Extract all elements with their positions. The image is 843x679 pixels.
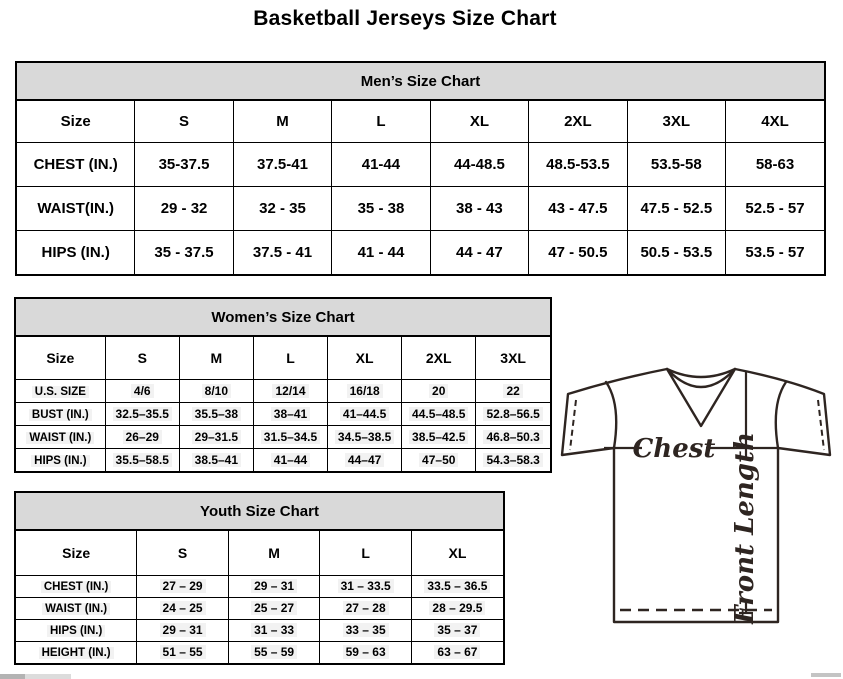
measurement-value-text: 29 – 31 bbox=[251, 579, 297, 593]
measurement-value-text: 41–44 bbox=[271, 453, 310, 467]
measurement-value bbox=[411, 575, 503, 597]
measurement-value bbox=[320, 641, 412, 663]
size-column-header-text: M bbox=[276, 112, 289, 130]
measurement-value bbox=[332, 186, 430, 230]
size-column-header-text: L bbox=[376, 112, 386, 130]
measurement-value-text: 24 – 25 bbox=[160, 601, 206, 615]
measurement-value bbox=[228, 641, 320, 663]
measurement-value-text: 58-63 bbox=[755, 155, 795, 173]
measurement-value-text: 35.5–58.5 bbox=[113, 453, 172, 467]
measurement-value bbox=[105, 379, 179, 402]
measurement-value bbox=[320, 575, 412, 597]
measurement-row-label-text: CHEST (IN.) bbox=[33, 155, 118, 173]
measurement-value-text: 29–31.5 bbox=[192, 430, 241, 444]
measurement-value bbox=[411, 619, 503, 641]
measurement-value bbox=[726, 186, 824, 230]
measurement-value bbox=[402, 425, 476, 448]
measurement-value bbox=[253, 379, 327, 402]
measurement-value bbox=[328, 402, 402, 425]
measurement-row bbox=[17, 142, 824, 186]
measurement-row-label bbox=[16, 379, 105, 402]
measurement-value-text: 53.5-58 bbox=[650, 155, 702, 173]
measurement-row bbox=[16, 619, 503, 641]
measurement-value-text: 44–47 bbox=[345, 453, 384, 467]
measurement-value-text: 44.5–48.5 bbox=[409, 407, 468, 421]
size-column-header bbox=[253, 337, 327, 379]
scrollbar-thumb-left[interactable] bbox=[0, 674, 25, 679]
measurement-value bbox=[529, 230, 627, 274]
size-column-header-text: 2XL bbox=[564, 112, 592, 130]
youth-chart-title: Youth Size Chart bbox=[16, 493, 503, 531]
measurement-value-text: 27 – 29 bbox=[160, 579, 206, 593]
size-column-header-text: L bbox=[286, 349, 295, 366]
measurement-value-text: 41 - 44 bbox=[357, 243, 405, 261]
measurement-row-label-text: CHEST (IN.) bbox=[41, 581, 112, 593]
size-column-header bbox=[135, 101, 233, 142]
jersey-measurement-diagram bbox=[556, 360, 838, 630]
measurement-value bbox=[476, 379, 550, 402]
measurement-row-label-text: HIPS (IN.) bbox=[41, 243, 110, 261]
size-corner-header-text: Size bbox=[60, 112, 91, 130]
measurement-row-label bbox=[16, 425, 105, 448]
measurement-value-text: 63 – 67 bbox=[434, 645, 480, 659]
measurement-value bbox=[476, 448, 550, 471]
measurement-value-text: 35 – 37 bbox=[434, 623, 480, 637]
size-column-header bbox=[332, 101, 430, 142]
measurement-value-text: 27 – 28 bbox=[343, 601, 389, 615]
measurement-value-text: 50.5 - 53.5 bbox=[640, 243, 713, 261]
measurement-value bbox=[135, 186, 233, 230]
size-column-header-text: M bbox=[210, 349, 223, 366]
size-column-header bbox=[179, 337, 253, 379]
measurement-row-label-text: U.S. SIZE bbox=[32, 386, 89, 398]
front-length-label: Front Length bbox=[730, 432, 760, 624]
measurement-row bbox=[16, 597, 503, 619]
measurement-value bbox=[320, 619, 412, 641]
measurement-value bbox=[402, 402, 476, 425]
measurement-value-text: 16/18 bbox=[347, 384, 383, 398]
measurement-value-text: 8/10 bbox=[202, 384, 231, 398]
measurement-value-text: 41-44 bbox=[361, 155, 401, 173]
measurement-value bbox=[253, 402, 327, 425]
measurement-value bbox=[228, 619, 320, 641]
womens-size-chart bbox=[14, 297, 552, 473]
size-column-header-text: M bbox=[268, 544, 280, 561]
size-column-header-text: S bbox=[137, 349, 147, 366]
mens-chart-title: Men’s Size Chart bbox=[17, 63, 824, 101]
measurement-value bbox=[137, 575, 229, 597]
size-column-header-text: XL bbox=[355, 349, 374, 366]
measurement-value-text: 29 - 32 bbox=[160, 199, 208, 217]
size-column-header bbox=[137, 531, 229, 575]
size-corner-header-text: Size bbox=[62, 544, 91, 561]
size-corner-header bbox=[16, 531, 137, 575]
measurement-value bbox=[402, 448, 476, 471]
size-column-header-text: 3XL bbox=[662, 112, 691, 130]
measurement-value-text: 33 – 35 bbox=[343, 623, 389, 637]
measurement-row-label-text: WAIST (IN.) bbox=[26, 432, 94, 444]
measurement-value bbox=[320, 597, 412, 619]
measurement-row bbox=[16, 402, 550, 425]
youth-size-chart bbox=[14, 491, 505, 665]
measurement-value-text: 47 - 50.5 bbox=[548, 243, 608, 261]
measurement-row bbox=[16, 641, 503, 663]
measurement-value-text: 47–50 bbox=[419, 453, 458, 467]
measurement-value-text: 44-48.5 bbox=[453, 155, 505, 173]
measurement-row-label-text: HIPS (IN.) bbox=[31, 455, 89, 467]
measurement-value bbox=[137, 597, 229, 619]
measurement-row bbox=[16, 425, 550, 448]
jersey-outline bbox=[562, 369, 830, 622]
measurement-value-text: 32.5–35.5 bbox=[113, 407, 172, 421]
measurement-row-label bbox=[17, 186, 135, 230]
measurement-value bbox=[476, 425, 550, 448]
measurement-value-text: 37.5 - 41 bbox=[252, 243, 313, 261]
measurement-value-text: 38.5–41 bbox=[192, 453, 241, 467]
measurement-row-label-text: HIPS (IN.) bbox=[47, 625, 105, 637]
measurement-value bbox=[228, 597, 320, 619]
measurement-value-text: 52.8–56.5 bbox=[483, 407, 542, 421]
size-column-header bbox=[627, 101, 725, 142]
measurement-value-text: 59 – 63 bbox=[343, 645, 389, 659]
measurement-row-label-text: HEIGHT (IN.) bbox=[39, 647, 114, 659]
measurement-row-label-text: WAIST(IN.) bbox=[37, 199, 114, 217]
measurement-row-label bbox=[16, 402, 105, 425]
measurement-value bbox=[105, 448, 179, 471]
measurement-value-text: 37.5-41 bbox=[257, 155, 308, 173]
youth-size-table bbox=[16, 531, 503, 663]
womens-chart-title: Women’s Size Chart bbox=[16, 299, 550, 337]
size-column-header bbox=[430, 101, 528, 142]
size-column-header-text: 3XL bbox=[500, 349, 526, 366]
size-column-header bbox=[105, 337, 179, 379]
measurement-value bbox=[627, 142, 725, 186]
measurement-value-text: 51 – 55 bbox=[160, 645, 206, 659]
measurement-value-text: 35.5–38 bbox=[192, 407, 241, 421]
measurement-value bbox=[179, 402, 253, 425]
measurement-value bbox=[332, 230, 430, 274]
measurement-row bbox=[17, 230, 824, 274]
chest-label: Chest bbox=[632, 434, 716, 464]
measurement-value bbox=[233, 230, 331, 274]
measurement-value bbox=[726, 142, 824, 186]
measurement-value-text: 43 - 47.5 bbox=[548, 199, 608, 217]
measurement-value bbox=[627, 230, 725, 274]
scrollbar-thumb-right[interactable] bbox=[811, 673, 841, 677]
measurement-row bbox=[16, 575, 503, 597]
measurement-value bbox=[179, 379, 253, 402]
measurement-value-text: 35 - 37.5 bbox=[154, 243, 214, 261]
measurement-value bbox=[430, 186, 528, 230]
size-corner-header bbox=[17, 101, 135, 142]
measurement-value-text: 47.5 - 52.5 bbox=[640, 199, 713, 217]
measurement-value-text: 33.5 – 36.5 bbox=[424, 579, 490, 593]
measurement-value bbox=[233, 142, 331, 186]
size-column-header-text: S bbox=[177, 544, 188, 561]
womens-size-table bbox=[16, 337, 550, 471]
size-header-row bbox=[17, 101, 824, 142]
size-column-header-text: 2XL bbox=[425, 349, 452, 366]
measurement-row bbox=[17, 186, 824, 230]
measurement-value bbox=[135, 142, 233, 186]
measurement-value-text: 35-37.5 bbox=[158, 155, 210, 173]
measurement-value bbox=[328, 448, 402, 471]
measurement-value bbox=[529, 186, 627, 230]
measurement-value bbox=[402, 379, 476, 402]
measurement-value bbox=[430, 230, 528, 274]
measurement-value-text: 53.5 - 57 bbox=[745, 243, 805, 261]
measurement-value bbox=[328, 379, 402, 402]
size-column-header bbox=[411, 531, 503, 575]
size-header-row bbox=[16, 531, 503, 575]
measurement-value bbox=[105, 425, 179, 448]
size-column-header bbox=[233, 101, 331, 142]
measurement-row-label bbox=[16, 641, 137, 663]
size-column-header-text: L bbox=[361, 544, 370, 561]
size-column-header bbox=[529, 101, 627, 142]
measurement-value bbox=[253, 448, 327, 471]
measurement-value-text: 34.5–38.5 bbox=[335, 430, 394, 444]
measurement-row-label bbox=[16, 575, 137, 597]
measurement-value-text: 52.5 - 57 bbox=[745, 199, 805, 217]
measurement-row-label bbox=[16, 448, 105, 471]
measurement-value-text: 38 - 43 bbox=[456, 199, 503, 217]
measurement-value bbox=[179, 425, 253, 448]
measurement-value-text: 26–29 bbox=[123, 430, 162, 444]
measurement-value-text: 46.8–50.3 bbox=[483, 430, 542, 444]
size-column-header bbox=[726, 101, 824, 142]
measurement-value bbox=[430, 142, 528, 186]
measurement-value bbox=[332, 142, 430, 186]
measurement-value bbox=[726, 230, 824, 274]
measurement-value bbox=[476, 402, 550, 425]
measurement-value-text: 31 – 33.5 bbox=[338, 579, 394, 593]
measurement-value-text: 25 – 27 bbox=[251, 601, 297, 615]
measurement-value bbox=[137, 619, 229, 641]
size-column-header bbox=[320, 531, 412, 575]
measurement-value bbox=[328, 425, 402, 448]
measurement-value bbox=[411, 641, 503, 663]
measurement-value bbox=[233, 186, 331, 230]
measurement-value-text: 41–44.5 bbox=[340, 407, 389, 421]
measurement-row bbox=[16, 379, 550, 402]
size-column-header bbox=[228, 531, 320, 575]
size-column-header-text: 4XL bbox=[761, 112, 789, 130]
measurement-value bbox=[529, 142, 627, 186]
measurement-value-text: 29 – 31 bbox=[160, 623, 206, 637]
measurement-value-text: 22 bbox=[503, 384, 522, 398]
size-column-header bbox=[402, 337, 476, 379]
measurement-row-label bbox=[17, 230, 135, 274]
size-column-header bbox=[328, 337, 402, 379]
measurement-value bbox=[137, 641, 229, 663]
size-corner-header bbox=[16, 337, 105, 379]
size-corner-header-text: Size bbox=[46, 349, 75, 366]
measurement-value bbox=[135, 230, 233, 274]
measurement-value-text: 44 - 47 bbox=[456, 243, 503, 261]
measurement-value bbox=[179, 448, 253, 471]
measurement-value-text: 54.3–58.3 bbox=[483, 453, 542, 467]
measurement-row-label-text: BUST (IN.) bbox=[29, 409, 92, 421]
measurement-row-label-text: WAIST (IN.) bbox=[42, 603, 110, 615]
mens-size-table bbox=[17, 101, 824, 274]
measurement-value bbox=[253, 425, 327, 448]
size-column-header bbox=[476, 337, 550, 379]
measurement-value-text: 55 – 59 bbox=[251, 645, 297, 659]
size-column-header-text: S bbox=[179, 112, 190, 130]
measurement-row-label bbox=[16, 597, 137, 619]
measurement-row bbox=[16, 448, 550, 471]
measurement-value-text: 4/6 bbox=[131, 384, 154, 398]
measurement-value bbox=[105, 402, 179, 425]
measurement-row-label bbox=[16, 619, 137, 641]
size-column-header-text: XL bbox=[469, 112, 489, 130]
measurement-value-text: 28 – 29.5 bbox=[429, 601, 485, 615]
measurement-value bbox=[627, 186, 725, 230]
measurement-value-text: 31.5–34.5 bbox=[261, 430, 320, 444]
measurement-value-text: 12/14 bbox=[272, 384, 308, 398]
measurement-value-text: 31 – 33 bbox=[251, 623, 297, 637]
measurement-value-text: 35 - 38 bbox=[357, 199, 405, 217]
mens-size-chart bbox=[15, 61, 826, 276]
measurement-value-text: 32 - 35 bbox=[259, 199, 306, 217]
size-header-row bbox=[16, 337, 550, 379]
size-column-header-text: XL bbox=[448, 544, 467, 561]
measurement-value-text: 38.5–42.5 bbox=[409, 430, 468, 444]
measurement-value bbox=[411, 597, 503, 619]
page-title: Basketball Jerseys Size Chart bbox=[253, 7, 557, 30]
scrollbar-track-left[interactable] bbox=[25, 674, 71, 679]
measurement-value-text: 48.5-53.5 bbox=[546, 155, 610, 173]
measurement-value-text: 20 bbox=[429, 384, 448, 398]
measurement-value-text: 38–41 bbox=[271, 407, 310, 421]
measurement-row-label bbox=[17, 142, 135, 186]
measurement-value bbox=[228, 575, 320, 597]
